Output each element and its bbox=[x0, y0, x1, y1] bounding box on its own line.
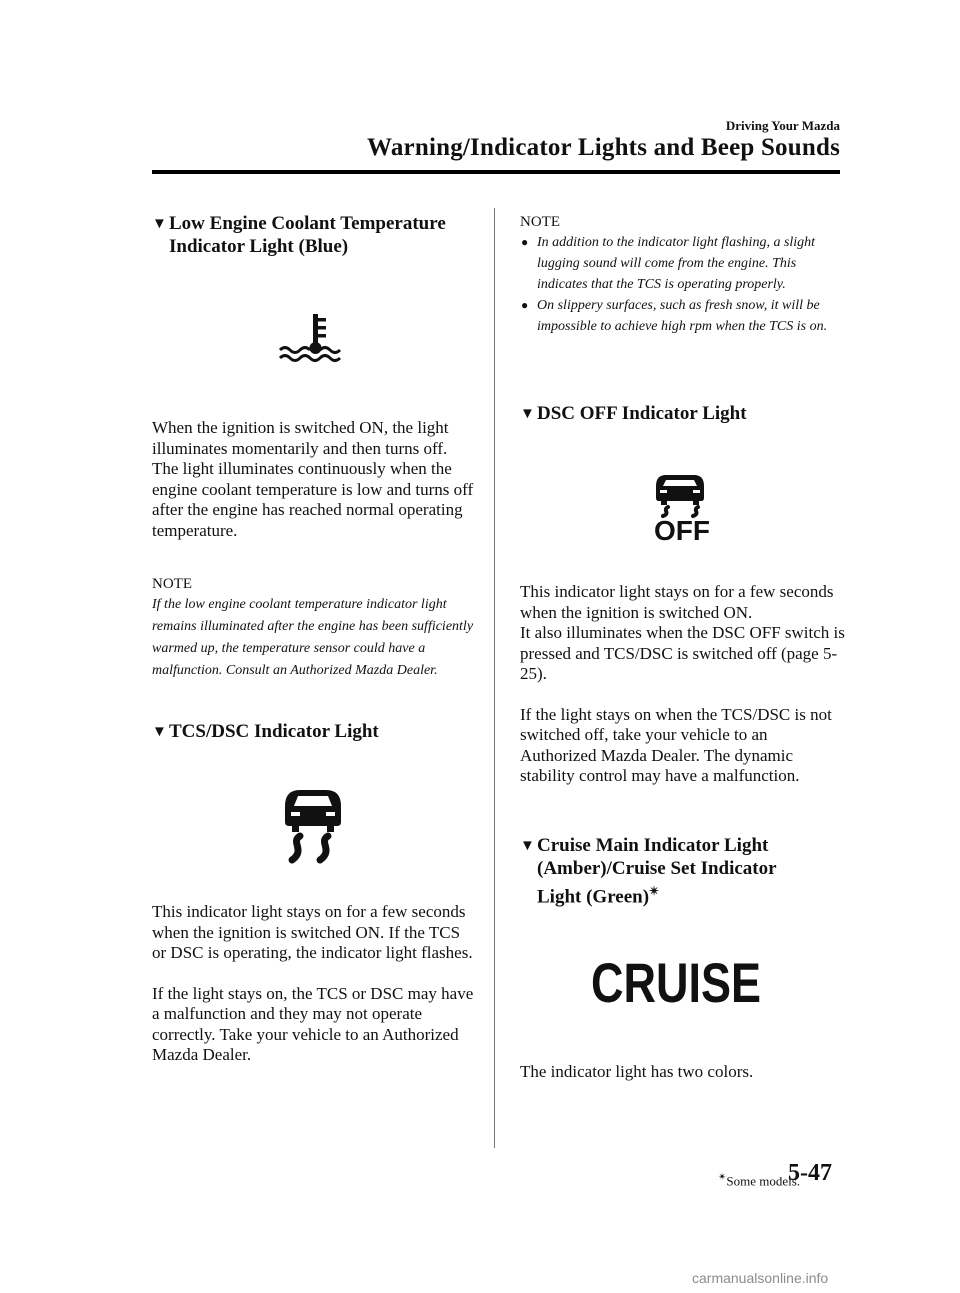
cruise-heading-line3: Light (Green) bbox=[537, 886, 650, 908]
column-divider bbox=[494, 208, 495, 1148]
tcs-para2: If the light stays on, the TCS or DSC may have a malfunction and they may not operate correctly. Take your vehicle to an Authorized Mazda Dealer. bbox=[152, 983, 474, 1064]
bullet-icon: ● bbox=[521, 298, 529, 312]
dsc-off-para3: If the light stays on when the TCS/DSC is not switched off, take your vehicle to an Authorized Mazda Dealer. The dynamic stability control may have a malfunction. bbox=[520, 704, 832, 785]
dsc-off-para1: This indicator light stays on for a few seconds when the ignition is switched ON. bbox=[520, 582, 834, 622]
coolant-heading bbox=[152, 212, 477, 258]
tcs-body bbox=[152, 902, 477, 1066]
triangle-marker-icon: ▼ bbox=[152, 216, 167, 232]
tcs-dsc-icon bbox=[282, 786, 344, 864]
some-models-mark: ✴ bbox=[649, 884, 660, 898]
coolant-heading-line2: Indicator Light (Blue) bbox=[169, 236, 349, 257]
tcs-section bbox=[152, 720, 477, 744]
footnote-text: Some models. bbox=[726, 1173, 801, 1189]
tcs-note-list bbox=[520, 232, 845, 337]
triangle-marker-icon: ▼ bbox=[520, 838, 535, 854]
cruise-body bbox=[520, 1062, 845, 1083]
dsc-off-body bbox=[520, 582, 845, 787]
tcs-note bbox=[520, 212, 845, 337]
cruise-heading bbox=[520, 834, 845, 908]
cruise-section bbox=[520, 834, 845, 908]
tcs-heading bbox=[152, 720, 477, 744]
cruise-heading-line2: (Amber)/Cruise Set Indicator bbox=[537, 858, 777, 879]
header-rule bbox=[152, 170, 840, 174]
page-number: 5-47 bbox=[788, 1160, 832, 1186]
cruise-heading-line1: Cruise Main Indicator Light bbox=[537, 835, 769, 856]
tcs-note-label: NOTE bbox=[520, 214, 560, 230]
coolant-temperature-icon bbox=[276, 312, 342, 362]
footnote-mark: ✴ bbox=[718, 1172, 727, 1183]
coolant-note-label: NOTE bbox=[152, 576, 192, 592]
coolant-para1: When the ignition is switched ON, the light illuminates momentarily and then turns off. bbox=[152, 418, 449, 458]
coolant-section bbox=[152, 212, 477, 258]
cruise-icon-label: CRUISE bbox=[591, 951, 761, 1014]
coolant-para2: The light illuminates continuously when the engine coolant temperature is low and turns off after the engine has reached normal operating temperature. bbox=[152, 459, 474, 540]
coolant-note bbox=[152, 574, 477, 682]
coolant-heading-line1: Low Engine Coolant Temperature bbox=[169, 213, 446, 234]
dsc-off-icon-label: OFF bbox=[654, 515, 710, 546]
page-title: Warning/Indicator Lights and Beep Sounds bbox=[367, 134, 840, 161]
coolant-note-text: If the low engine coolant temperature indicator light remains illuminated after the engine has been sufficiently warmed up, the temperature sensor could have a malfunction. Consult an Authorized Mazda Dealer. bbox=[152, 597, 474, 678]
cruise-para1: The indicator light has two colors. bbox=[520, 1062, 754, 1081]
coolant-body bbox=[152, 418, 477, 541]
tcs-para1: This indicator light stays on for a few seconds when the ignition is switched ON. If the TCS or DSC is operating, the indicator light flashes. bbox=[152, 902, 473, 962]
triangle-marker-icon: ▼ bbox=[152, 724, 167, 740]
dsc-off-heading bbox=[520, 402, 845, 426]
dsc-off-para2: It also illuminates when the DSC OFF switch is pressed and TCS/DSC is switched off (page 5-25). bbox=[520, 623, 845, 683]
watermark: carmanualsonline.info bbox=[692, 1270, 829, 1286]
tcs-heading-text: TCS/DSC Indicator Light bbox=[169, 721, 379, 742]
bullet-icon: ● bbox=[521, 235, 529, 249]
dsc-off-heading-text: DSC OFF Indicator Light bbox=[537, 403, 747, 424]
list-item: ● On slippery surfaces, such as fresh snow, it will be impossible to achieve high rpm when the TCS is on. bbox=[520, 295, 845, 337]
dsc-off-section bbox=[520, 402, 845, 426]
cruise-icon bbox=[590, 951, 770, 1014]
section-title: Driving Your Mazda bbox=[725, 118, 840, 133]
list-item: ● In addition to the indicator light flashing, a slight lugging sound will come from the engine. This indicates that the TCS is operating properly. bbox=[520, 232, 845, 295]
dsc-off-icon bbox=[640, 472, 724, 544]
triangle-marker-icon: ▼ bbox=[520, 406, 535, 422]
